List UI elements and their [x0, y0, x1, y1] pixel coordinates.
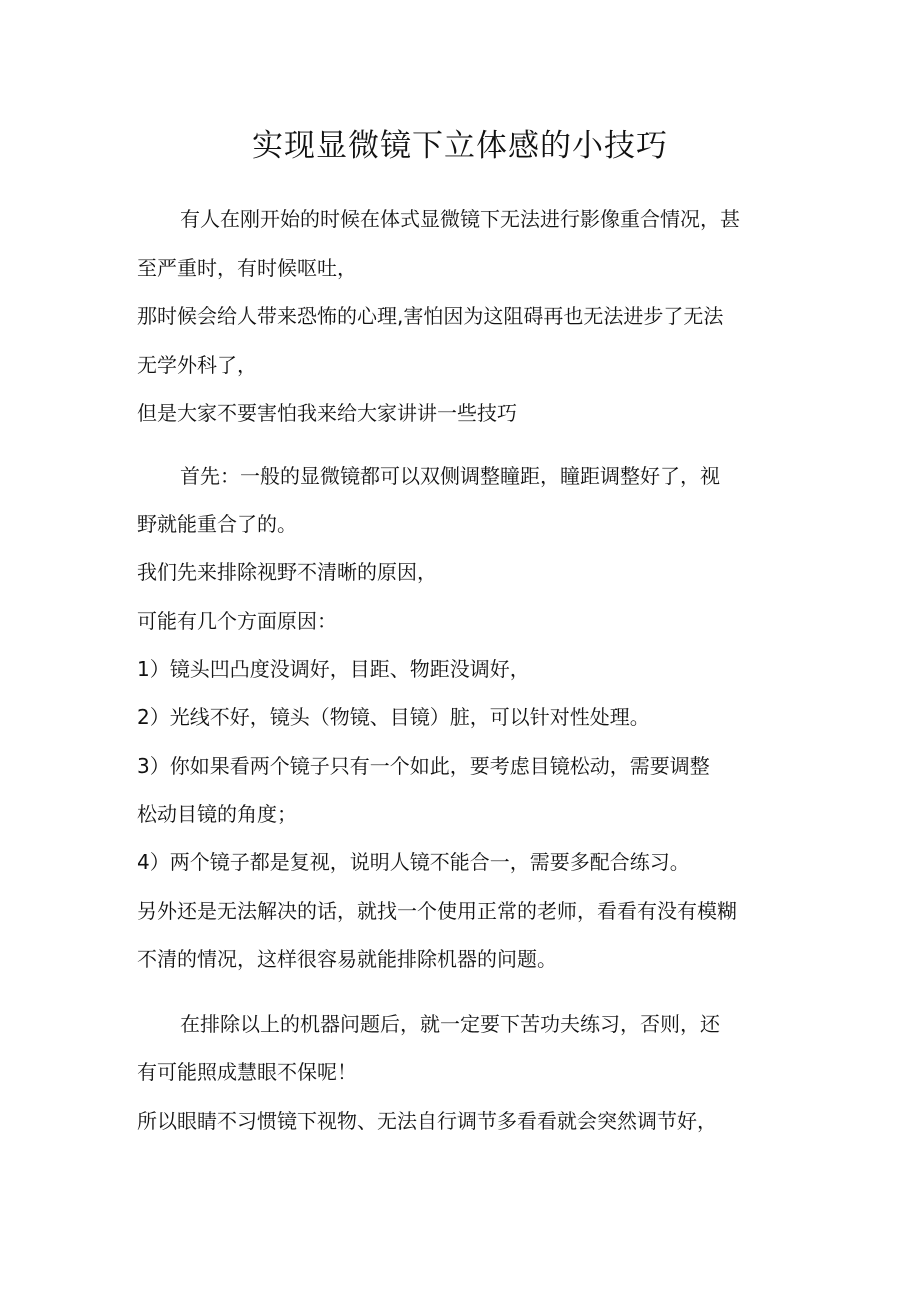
paragraph-line: 可能有几个方面原因：: [137, 609, 337, 633]
paragraph-line: 无学外科了，: [137, 353, 257, 377]
paragraph-line: 有可能照成慧眼不保呢！: [137, 1060, 357, 1084]
paragraph-line: 1）镜头凹凸度没调好，目距、物距没调好，: [137, 657, 530, 681]
paragraph-line: 松动目镜的角度；: [137, 802, 297, 826]
paragraph-line: 2）光线不好，镜头（物镜、目镜）脏，可以针对性处理。: [137, 705, 650, 729]
paragraph-line: 不清的情况，这样很容易就能排除机器的问题。: [137, 947, 557, 971]
paragraph-line: 野就能重合了的。: [137, 512, 297, 536]
paragraph-line: 在排除以上的机器问题后，就一定要下苦功夫练习，否则，还: [180, 1012, 720, 1036]
paragraph-line: 那时候会给人带来恐怖的心理,害怕因为这阻碍再也无法进步了无法: [137, 304, 724, 328]
paragraph-line: 但是大家不要害怕我来给大家讲讲一些技巧: [137, 401, 517, 425]
paragraph-line: 我们先来排除视野不清晰的原因，: [137, 560, 437, 584]
paragraph-line: 另外还是无法解决的话，就找一个使用正常的老师，看看有没有模糊: [137, 899, 737, 923]
paragraph-line: 4）两个镜子都是复视，说明人镜不能合一，需要多配合练习。: [137, 850, 690, 874]
paragraph-line: 所以眼睛不习惯镜下视物、无法自行调节多看看就会突然调节好，: [137, 1109, 717, 1133]
paragraph-line: 有人在刚开始的时候在体式显微镜下无法进行影像重合情况，甚: [180, 207, 740, 231]
paragraph-line: 首先：一般的显微镜都可以双侧调整瞳距，瞳距调整好了，视: [180, 464, 720, 488]
paragraph-line: 3）你如果看两个镜子只有一个如此，要考虑目镜松动，需要调整: [137, 754, 710, 778]
paragraph-line: 至严重时，有时候呕吐，: [137, 256, 357, 280]
document-title: 实现显微镜下立体感的小技巧: [252, 128, 668, 164]
